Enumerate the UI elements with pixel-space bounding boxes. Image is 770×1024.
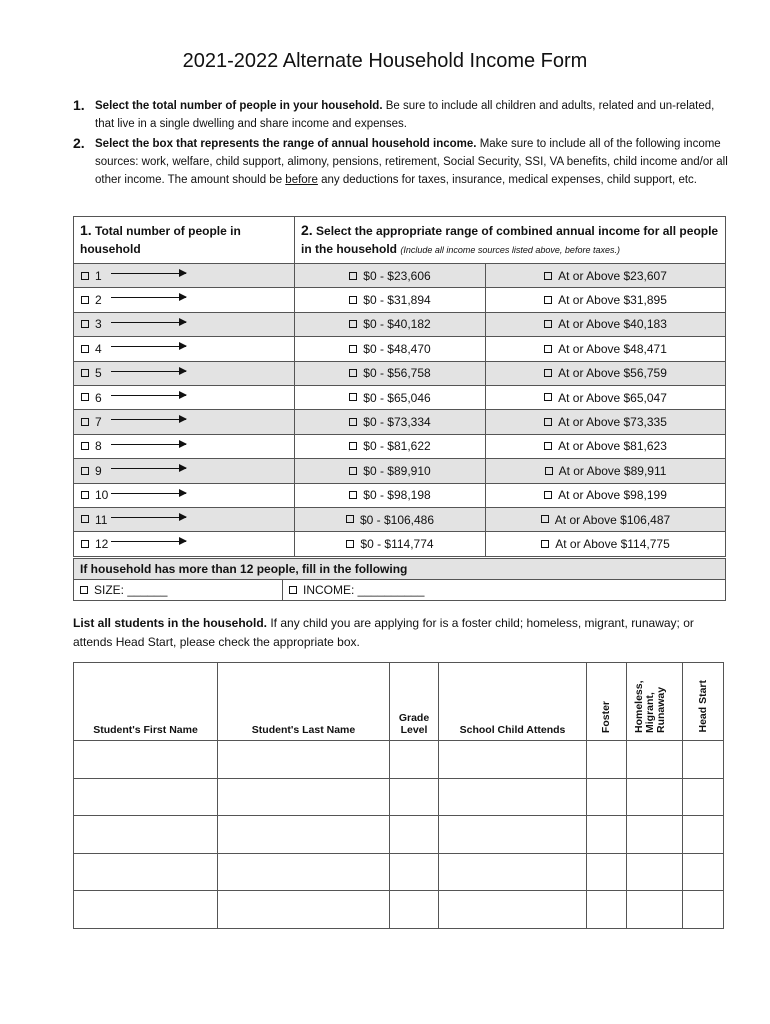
grade-level-cell[interactable] (390, 816, 439, 854)
income-above-checkbox[interactable] (544, 418, 552, 426)
household-size-cell[interactable] (74, 361, 295, 385)
household-size-checkbox[interactable] (81, 515, 89, 523)
income-row (74, 459, 726, 483)
household-size-checkbox[interactable] (81, 320, 89, 328)
household-size-checkbox[interactable] (81, 491, 89, 499)
instruction-2-number: 2. (73, 135, 85, 151)
grade-level-cell[interactable] (390, 778, 439, 816)
foster-cell[interactable] (587, 741, 627, 779)
head-start-cell[interactable] (683, 778, 724, 816)
income-row (74, 337, 726, 361)
household-size-cell[interactable] (74, 337, 295, 361)
form-title: 2021-2022 Alternate Household Income Form (182, 50, 588, 72)
income-below-cell[interactable] (295, 337, 486, 361)
income-label: INCOME: __________ (303, 583, 425, 597)
foster-cell[interactable] (587, 891, 627, 929)
head-start-cell[interactable] (683, 891, 724, 929)
income-below-value: $0 - $89,910 (363, 463, 431, 478)
size-field[interactable] (74, 580, 283, 601)
income-row (74, 434, 726, 458)
income-above-value: At or Above $56,759 (558, 366, 667, 381)
arrow-icon (111, 346, 186, 347)
income-above-checkbox[interactable] (544, 296, 552, 304)
income-row (74, 385, 726, 409)
household-size-cell[interactable] (74, 410, 295, 434)
household-size-cell[interactable] (74, 483, 295, 507)
income-below-cell[interactable] (295, 361, 486, 385)
first-name-cell[interactable] (74, 853, 218, 891)
income-field[interactable] (283, 580, 726, 601)
homeless-header: Homeless, Migrant, Runaway (627, 663, 683, 741)
grade-level-cell[interactable] (390, 741, 439, 779)
income-above-cell[interactable] (486, 288, 726, 312)
income-row (74, 312, 726, 336)
income-row (74, 264, 726, 288)
students-instructions-text: If any child you are applying for is a foster child; homeless, migrant, runaway; or attends Head Start, please check the appropriate box. (73, 616, 694, 649)
income-above-cell[interactable] (486, 507, 726, 531)
income-above-value: At or Above $89,911 (558, 463, 667, 478)
income-below-value: $0 - $73,334 (363, 415, 431, 430)
foster-cell[interactable] (587, 816, 627, 854)
income-below-checkbox[interactable] (349, 272, 357, 280)
income-above-cell[interactable] (486, 410, 726, 434)
school-cell[interactable] (439, 816, 587, 854)
household-size-checkbox[interactable] (81, 418, 89, 426)
instruction-1 (73, 97, 729, 133)
students-instructions-bold: List all students in the household. (73, 616, 268, 630)
instruction-2-underline: before (285, 174, 318, 186)
income-above-checkbox[interactable] (544, 491, 552, 499)
school-header: School Child Attends (439, 663, 587, 741)
income-range-header: 2. Select the appropriate range of combined annual income for all people in the household (Include all income sources listed above, before taxes.) (295, 217, 726, 264)
household-size-checkbox[interactable] (81, 442, 89, 450)
income-above-cell[interactable] (486, 483, 726, 507)
income-row (74, 361, 726, 385)
income-below-checkbox[interactable] (349, 491, 357, 499)
income-above-checkbox[interactable] (544, 320, 552, 328)
income-above-value: At or Above $106,487 (554, 512, 671, 527)
arrow-icon (111, 493, 186, 494)
school-cell[interactable] (439, 853, 587, 891)
income-above-value: At or Above $40,183 (558, 317, 667, 332)
household-size-cell[interactable] (74, 532, 295, 556)
school-cell[interactable] (439, 891, 587, 929)
income-above-checkbox[interactable] (544, 369, 552, 377)
foster-header: Foster (587, 663, 627, 741)
head-start-header: Head Start (683, 663, 724, 741)
income-below-checkbox[interactable] (349, 467, 357, 475)
instruction-2-text-b: any deductions for taxes, insurance, medical expenses, child support, etc. (317, 174, 697, 186)
foster-cell[interactable] (587, 853, 627, 891)
household-size-value: 9 (95, 463, 102, 478)
arrow-icon (111, 517, 186, 518)
income-above-checkbox[interactable] (541, 515, 549, 523)
income-table-header (74, 217, 726, 264)
last-name-cell[interactable] (218, 816, 390, 854)
household-size-cell[interactable] (74, 507, 295, 531)
household-size-checkbox[interactable] (81, 540, 89, 548)
income-below-cell[interactable] (295, 410, 486, 434)
household-size-cell[interactable] (74, 434, 295, 458)
household-size-cell[interactable] (74, 459, 295, 483)
income-below-value: $0 - $40,182 (363, 317, 431, 332)
income-above-value: At or Above $65,047 (558, 390, 667, 405)
more-than-12-header: If household has more than 12 people, fill in the following (74, 559, 726, 580)
income-checkbox[interactable] (289, 586, 297, 594)
grade-level-cell[interactable] (390, 891, 439, 929)
student-row (74, 816, 724, 854)
income-above-cell[interactable] (486, 434, 726, 458)
income-above-cell[interactable] (486, 312, 726, 336)
household-size-header: 1. Total number of people in household (74, 217, 295, 264)
arrow-icon (111, 297, 186, 298)
income-above-cell[interactable] (486, 264, 726, 288)
income-row (74, 483, 726, 507)
head-start-cell[interactable] (683, 816, 724, 854)
student-row (74, 741, 724, 779)
arrow-icon (111, 541, 186, 542)
income-below-checkbox[interactable] (349, 442, 357, 450)
instruction-1-number: 1. (73, 97, 85, 113)
household-size-value: 7 (95, 415, 102, 430)
income-below-value: $0 - $98,198 (363, 488, 431, 503)
income-above-value: At or Above $48,471 (558, 341, 667, 356)
arrow-icon (111, 322, 186, 323)
income-below-cell[interactable] (295, 434, 486, 458)
income-row (74, 532, 726, 556)
income-below-value: $0 - $48,470 (363, 341, 431, 356)
homeless-cell[interactable] (627, 778, 683, 816)
household-size-value: 3 (95, 317, 102, 332)
income-above-value: At or Above $23,607 (558, 268, 667, 283)
school-cell[interactable] (439, 778, 587, 816)
income-above-cell[interactable] (486, 361, 726, 385)
income-above-cell[interactable] (486, 459, 726, 483)
income-above-checkbox[interactable] (544, 442, 552, 450)
income-row (74, 288, 726, 312)
student-row (74, 891, 724, 929)
grade-level-header: Grade Level (390, 663, 439, 741)
first-name-header: Student's First Name (74, 663, 218, 741)
last-name-cell[interactable] (218, 891, 390, 929)
more-than-12-table (73, 558, 726, 601)
income-below-checkbox[interactable] (349, 393, 357, 401)
homeless-cell[interactable] (627, 853, 683, 891)
grade-level-cell[interactable] (390, 853, 439, 891)
last-name-cell[interactable] (218, 778, 390, 816)
household-size-value: 8 (95, 439, 102, 454)
arrow-icon (111, 273, 186, 274)
income-above-cell[interactable] (486, 385, 726, 409)
income-below-value: $0 - $23,606 (363, 268, 431, 283)
instruction-1-text: Be sure to include all children and adults, related and un-related, that live in a single dwelling and share income and expenses. (95, 100, 715, 130)
student-table-header (74, 663, 724, 741)
instruction-2-bold: Select the box that represents the range of annual household income. (95, 138, 477, 150)
income-row (74, 410, 726, 434)
household-size-checkbox[interactable] (81, 369, 89, 377)
income-below-checkbox[interactable] (349, 320, 357, 328)
income-above-cell[interactable] (486, 337, 726, 361)
arrow-icon (111, 468, 186, 469)
income-above-checkbox[interactable] (544, 272, 552, 280)
income-above-cell[interactable] (486, 532, 726, 556)
household-size-checkbox[interactable] (81, 345, 89, 353)
income-below-cell[interactable] (295, 288, 486, 312)
income-below-value: $0 - $65,046 (363, 390, 431, 405)
income-below-cell[interactable] (295, 385, 486, 409)
household-size-value: 6 (95, 390, 102, 405)
income-above-checkbox[interactable] (544, 345, 552, 353)
first-name-cell[interactable] (74, 778, 218, 816)
school-cell[interactable] (439, 741, 587, 779)
head-start-cell[interactable] (683, 741, 724, 779)
income-below-cell[interactable] (295, 312, 486, 336)
income-above-value: At or Above $114,775 (555, 536, 670, 551)
household-size-cell[interactable] (74, 312, 295, 336)
homeless-cell[interactable] (627, 816, 683, 854)
income-below-value: $0 - $31,894 (363, 293, 431, 308)
head-start-cell[interactable] (683, 853, 724, 891)
first-name-cell[interactable] (74, 891, 218, 929)
income-below-value: $0 - $106,486 (359, 512, 435, 527)
last-name-cell[interactable] (218, 741, 390, 779)
household-size-value: 11 (95, 512, 108, 527)
household-size-value: 5 (95, 366, 102, 381)
instruction-2 (73, 135, 729, 189)
income-below-checkbox[interactable] (349, 369, 357, 377)
first-name-cell[interactable] (74, 741, 218, 779)
last-name-header: Student's Last Name (218, 663, 390, 741)
household-size-checkbox[interactable] (81, 467, 89, 475)
foster-cell[interactable] (587, 778, 627, 816)
size-label: SIZE: ______ (94, 583, 168, 597)
homeless-cell[interactable] (627, 891, 683, 929)
first-name-cell[interactable] (74, 816, 218, 854)
income-below-cell[interactable] (295, 507, 486, 531)
arrow-icon (111, 444, 186, 445)
income-below-cell[interactable] (295, 459, 486, 483)
income-below-value: $0 - $56,758 (363, 366, 431, 381)
household-size-checkbox[interactable] (81, 393, 89, 401)
income-below-checkbox[interactable] (349, 418, 357, 426)
household-size-value: 12 (95, 536, 109, 551)
income-above-value: At or Above $98,199 (558, 488, 667, 503)
income-below-checkbox[interactable] (346, 540, 354, 548)
income-below-cell[interactable] (295, 264, 486, 288)
arrow-icon (111, 419, 186, 420)
income-row (74, 507, 726, 531)
instruction-1-bold: Select the total number of people in your household. (95, 100, 383, 112)
income-below-cell[interactable] (295, 483, 486, 507)
household-size-value: 2 (95, 293, 102, 308)
income-above-value: At or Above $81,623 (558, 439, 667, 454)
household-size-value: 4 (95, 341, 102, 356)
instruction-2-text-a: Make sure to include all of the following income sources: work, welfare, child support, alimony, pensions, retirement, Social Security, SSI, VA benefits, child income and/or all other income. The amount should be (95, 138, 728, 186)
household-size-checkbox[interactable] (81, 296, 89, 304)
household-size-value: 10 (95, 488, 109, 503)
income-above-checkbox[interactable] (541, 540, 549, 548)
income-below-cell[interactable] (295, 532, 486, 556)
students-instructions (73, 614, 729, 652)
student-table (73, 662, 724, 929)
last-name-cell[interactable] (218, 853, 390, 891)
income-table (73, 216, 726, 557)
income-above-checkbox[interactable] (544, 393, 552, 401)
household-size-cell[interactable] (74, 264, 295, 288)
income-below-checkbox[interactable] (346, 515, 354, 523)
household-size-value: 1 (95, 268, 102, 283)
income-below-checkbox[interactable] (349, 296, 357, 304)
household-size-checkbox[interactable] (81, 272, 89, 280)
student-row (74, 778, 724, 816)
income-below-checkbox[interactable] (349, 345, 357, 353)
income-below-value: $0 - $114,774 (360, 536, 434, 551)
student-row (74, 853, 724, 891)
income-above-checkbox[interactable] (545, 467, 553, 475)
income-below-value: $0 - $81,622 (363, 439, 431, 454)
arrow-icon (111, 371, 186, 372)
homeless-cell[interactable] (627, 741, 683, 779)
household-size-cell[interactable] (74, 288, 295, 312)
household-size-cell[interactable] (74, 385, 295, 409)
size-checkbox[interactable] (80, 586, 88, 594)
income-above-value: At or Above $31,895 (558, 293, 667, 308)
arrow-icon (111, 395, 186, 396)
income-above-value: At or Above $73,335 (558, 415, 667, 430)
